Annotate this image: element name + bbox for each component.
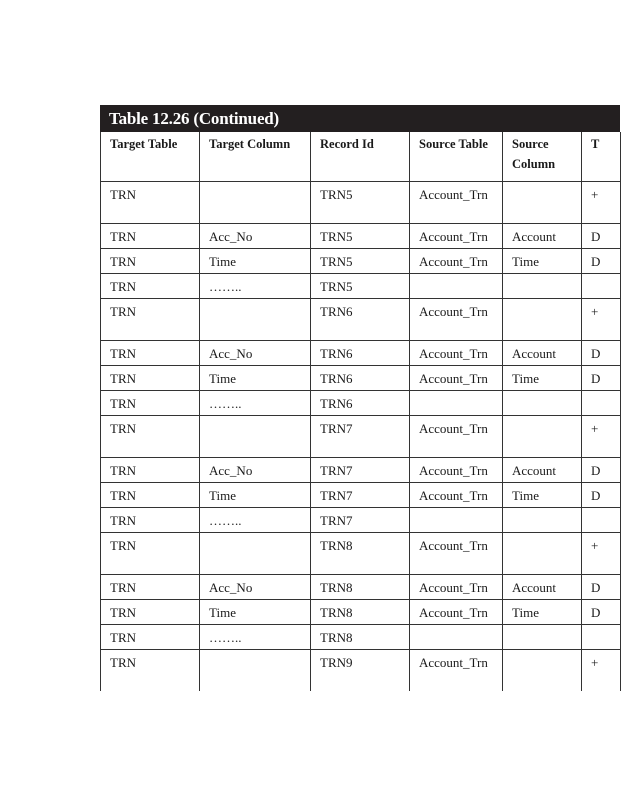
cell-target-column — [200, 649, 311, 691]
header-source-column: Source Column — [503, 132, 582, 181]
cell-truncated: D — [582, 599, 621, 624]
cell-truncated: + — [582, 181, 621, 223]
table-row — [101, 415, 621, 457]
cell-target-column: Time — [200, 365, 311, 390]
cell-truncated: D — [582, 365, 621, 390]
cell-record-id: TRN6 — [311, 365, 410, 390]
table-row — [101, 273, 621, 298]
cell-record-id: TRN5 — [311, 273, 410, 298]
cell-source-table: Account_Trn — [410, 298, 503, 340]
cell-source-column — [503, 649, 582, 691]
cell-record-id: TRN8 — [311, 532, 410, 574]
cell-target-column: Acc_No — [200, 223, 311, 248]
cell-record-id: TRN5 — [311, 223, 410, 248]
cell-source-column: Account — [503, 457, 582, 482]
cell-truncated: + — [582, 649, 621, 691]
table-row — [101, 223, 621, 248]
cell-target-column: Acc_No — [200, 574, 311, 599]
cell-target-column — [200, 298, 311, 340]
cell-target-table: TRN — [101, 649, 200, 691]
header-truncated: T — [582, 132, 621, 181]
cell-source-column: Time — [503, 599, 582, 624]
cell-target-table: TRN — [101, 599, 200, 624]
cell-source-column — [503, 273, 582, 298]
cell-record-id: TRN8 — [311, 574, 410, 599]
cell-source-column: Account — [503, 574, 582, 599]
cell-source-table — [410, 624, 503, 649]
cell-source-column: Time — [503, 365, 582, 390]
cell-source-table — [410, 507, 503, 532]
table-row — [101, 507, 621, 532]
table-row — [101, 649, 621, 691]
cell-record-id: TRN7 — [311, 415, 410, 457]
cell-truncated — [582, 390, 621, 415]
cell-source-column — [503, 298, 582, 340]
cell-source-table: Account_Trn — [410, 365, 503, 390]
cell-record-id: TRN9 — [311, 649, 410, 691]
cell-record-id: TRN8 — [311, 599, 410, 624]
cell-source-column — [503, 532, 582, 574]
cell-source-table: Account_Trn — [410, 649, 503, 691]
cell-truncated — [582, 624, 621, 649]
table-row — [101, 574, 621, 599]
cell-source-column: Time — [503, 482, 582, 507]
cell-target-table: TRN — [101, 223, 200, 248]
cell-truncated: D — [582, 223, 621, 248]
cell-target-column: …….. — [200, 273, 311, 298]
cell-source-column — [503, 624, 582, 649]
cell-truncated: + — [582, 415, 621, 457]
cell-source-table: Account_Trn — [410, 223, 503, 248]
cell-source-column — [503, 390, 582, 415]
cell-target-table: TRN — [101, 415, 200, 457]
cell-truncated: D — [582, 574, 621, 599]
cell-source-table: Account_Trn — [410, 248, 503, 273]
header-target-table: Target Table — [101, 132, 200, 181]
cell-target-column: …….. — [200, 507, 311, 532]
mapping-table — [100, 132, 621, 691]
cell-target-table: TRN — [101, 248, 200, 273]
table-row — [101, 340, 621, 365]
cell-target-column: Time — [200, 482, 311, 507]
cell-source-table: Account_Trn — [410, 457, 503, 482]
table-row — [101, 181, 621, 223]
cell-target-table: TRN — [101, 365, 200, 390]
table-row — [101, 599, 621, 624]
cell-target-column: Acc_No — [200, 457, 311, 482]
cell-target-table: TRN — [101, 340, 200, 365]
table-row — [101, 624, 621, 649]
cell-source-table: Account_Trn — [410, 415, 503, 457]
cell-record-id: TRN5 — [311, 248, 410, 273]
cell-target-column — [200, 415, 311, 457]
cell-target-column: Time — [200, 599, 311, 624]
cell-target-column — [200, 181, 311, 223]
cell-target-table: TRN — [101, 298, 200, 340]
header-target-column: Target Column — [200, 132, 311, 181]
cell-target-column: Acc_No — [200, 340, 311, 365]
cell-target-table: TRN — [101, 482, 200, 507]
cell-truncated: D — [582, 340, 621, 365]
cell-target-column — [200, 532, 311, 574]
table-row — [101, 457, 621, 482]
cell-source-table: Account_Trn — [410, 532, 503, 574]
table-row — [101, 482, 621, 507]
cell-truncated: D — [582, 482, 621, 507]
cell-source-table: Account_Trn — [410, 181, 503, 223]
cell-target-column: …….. — [200, 390, 311, 415]
cell-target-column: Time — [200, 248, 311, 273]
table-row — [101, 390, 621, 415]
table-row — [101, 248, 621, 273]
cell-truncated — [582, 507, 621, 532]
table-row — [101, 365, 621, 390]
cell-record-id: TRN7 — [311, 507, 410, 532]
cell-source-column — [503, 507, 582, 532]
cell-source-table — [410, 390, 503, 415]
header-row — [101, 132, 621, 181]
table-title: Table 12.26 (Continued) — [100, 105, 620, 132]
cell-source-column: Account — [503, 223, 582, 248]
cell-source-table: Account_Trn — [410, 574, 503, 599]
cell-source-table: Account_Trn — [410, 482, 503, 507]
header-source-table: Source Table — [410, 132, 503, 181]
cell-source-column — [503, 181, 582, 223]
cell-truncated — [582, 273, 621, 298]
cell-target-table: TRN — [101, 273, 200, 298]
cell-source-column — [503, 415, 582, 457]
cell-target-table: TRN — [101, 457, 200, 482]
cell-source-table: Account_Trn — [410, 340, 503, 365]
table-row — [101, 298, 621, 340]
cell-truncated: D — [582, 248, 621, 273]
cell-target-table: TRN — [101, 390, 200, 415]
cell-target-column: …….. — [200, 624, 311, 649]
cell-target-table: TRN — [101, 181, 200, 223]
cell-record-id: TRN5 — [311, 181, 410, 223]
cell-target-table: TRN — [101, 532, 200, 574]
header-record-id: Record Id — [311, 132, 410, 181]
cell-source-column: Time — [503, 248, 582, 273]
cell-record-id: TRN8 — [311, 624, 410, 649]
cell-source-table — [410, 273, 503, 298]
table-row — [101, 532, 621, 574]
cell-truncated: D — [582, 457, 621, 482]
data-table — [100, 105, 620, 691]
cell-record-id: TRN6 — [311, 390, 410, 415]
cell-record-id: TRN7 — [311, 482, 410, 507]
cell-truncated: + — [582, 298, 621, 340]
cell-target-table: TRN — [101, 624, 200, 649]
cell-target-table: TRN — [101, 574, 200, 599]
cell-record-id: TRN6 — [311, 340, 410, 365]
cell-truncated: + — [582, 532, 621, 574]
cell-record-id: TRN6 — [311, 298, 410, 340]
cell-target-table: TRN — [101, 507, 200, 532]
cell-record-id: TRN7 — [311, 457, 410, 482]
cell-source-column: Account — [503, 340, 582, 365]
cell-source-table: Account_Trn — [410, 599, 503, 624]
